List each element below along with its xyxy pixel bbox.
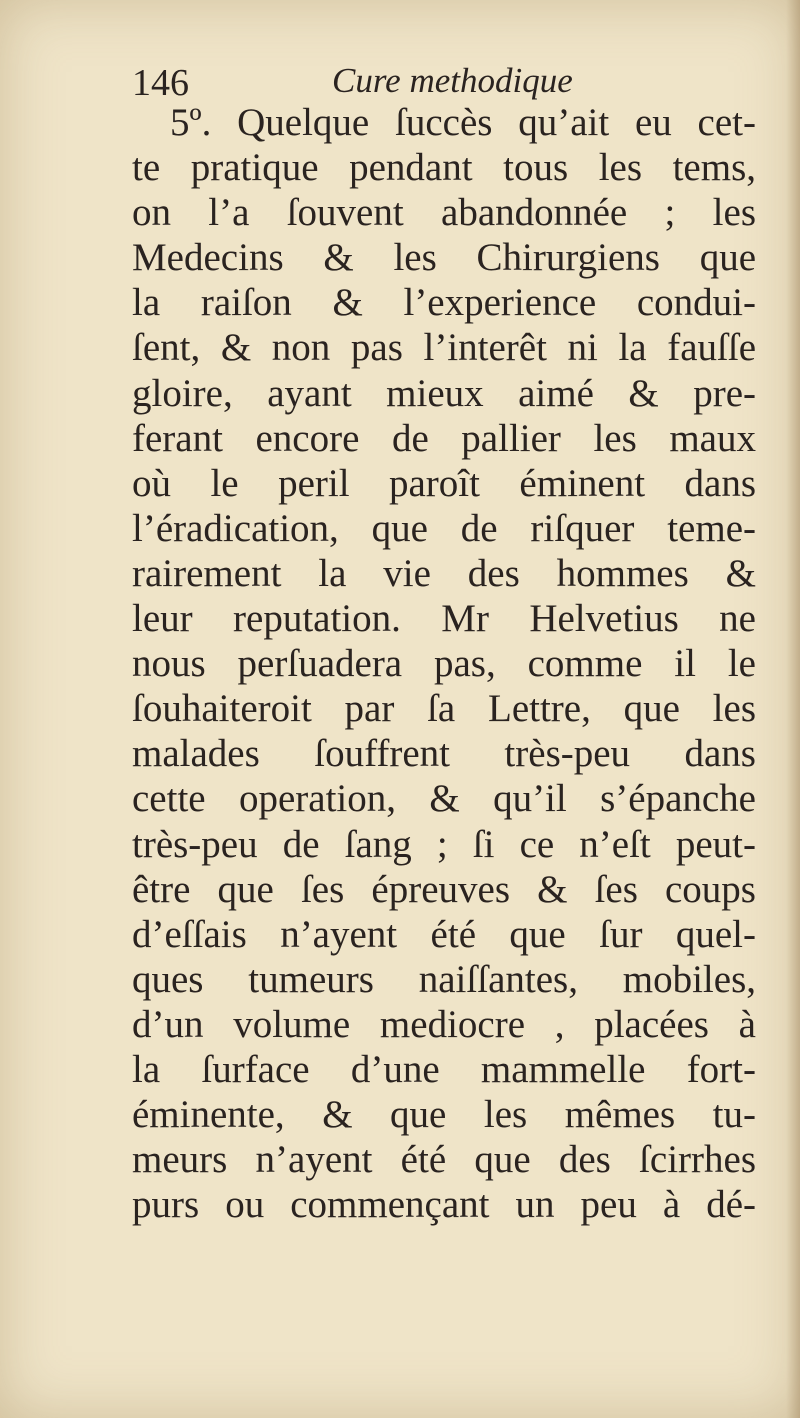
text-line: te pratique pendant tous les tems, (132, 146, 756, 190)
text-line: nous perſuadera pas, comme il le (132, 642, 756, 686)
text-line: Medecins & les Chirurgiens que (132, 236, 756, 280)
text-line: être que ſes épreuves & ſes coups (132, 867, 756, 911)
text-line: ferant encore de pallier les maux (132, 416, 756, 460)
text-line: meurs n’ayent été que des ſcirrhes (132, 1138, 756, 1182)
text-line: l’éradication, que de riſquer teme- (132, 506, 756, 550)
text-line: rairement la vie des hommes & (132, 551, 756, 595)
page-gutter-shadow (786, 0, 800, 1418)
text-line: d’un volume mediocre , placées à (132, 1002, 756, 1046)
text-line: éminente, & que les mêmes tu- (132, 1093, 756, 1137)
body-text (132, 100, 756, 1227)
page-number: 146 (132, 62, 189, 104)
text-line: ques tumeurs naiſſantes, mobiles, (132, 957, 756, 1001)
text-line: où le peril paroît éminent dans (132, 461, 756, 505)
text-line: très-peu de ſang ; ſi ce n’eſt peut- (132, 822, 756, 866)
text-line: purs ou commençant un peu à dé- (132, 1183, 756, 1227)
page-header (132, 54, 772, 104)
text-line: 5º. Quelque ſuccès qu’ait eu cet- (170, 101, 756, 144)
text-line: la ſurface d’une mammelle fort- (132, 1047, 756, 1091)
text-line: ſent, & non pas l’interêt ni la fauſſe (132, 326, 756, 370)
running-title: Cure methodique (332, 61, 573, 100)
text-line: on l’a ſouvent abandonnée ; les (132, 191, 756, 235)
text-line: ſouhaiteroit par ſa Lettre, que les (132, 687, 756, 731)
text-line: leur reputation. Mr Helvetius ne (132, 597, 756, 641)
text-line: d’eſſais n’ayent été que ſur quel- (132, 912, 756, 956)
text-line: malades ſouffrent très-peu dans (132, 732, 756, 776)
text-line: gloire, ayant mieux aimé & pre- (132, 371, 756, 415)
text-line: la raiſon & l’experience condui- (132, 281, 756, 325)
text-line: cette operation, & qu’il s’épanche (132, 777, 756, 821)
